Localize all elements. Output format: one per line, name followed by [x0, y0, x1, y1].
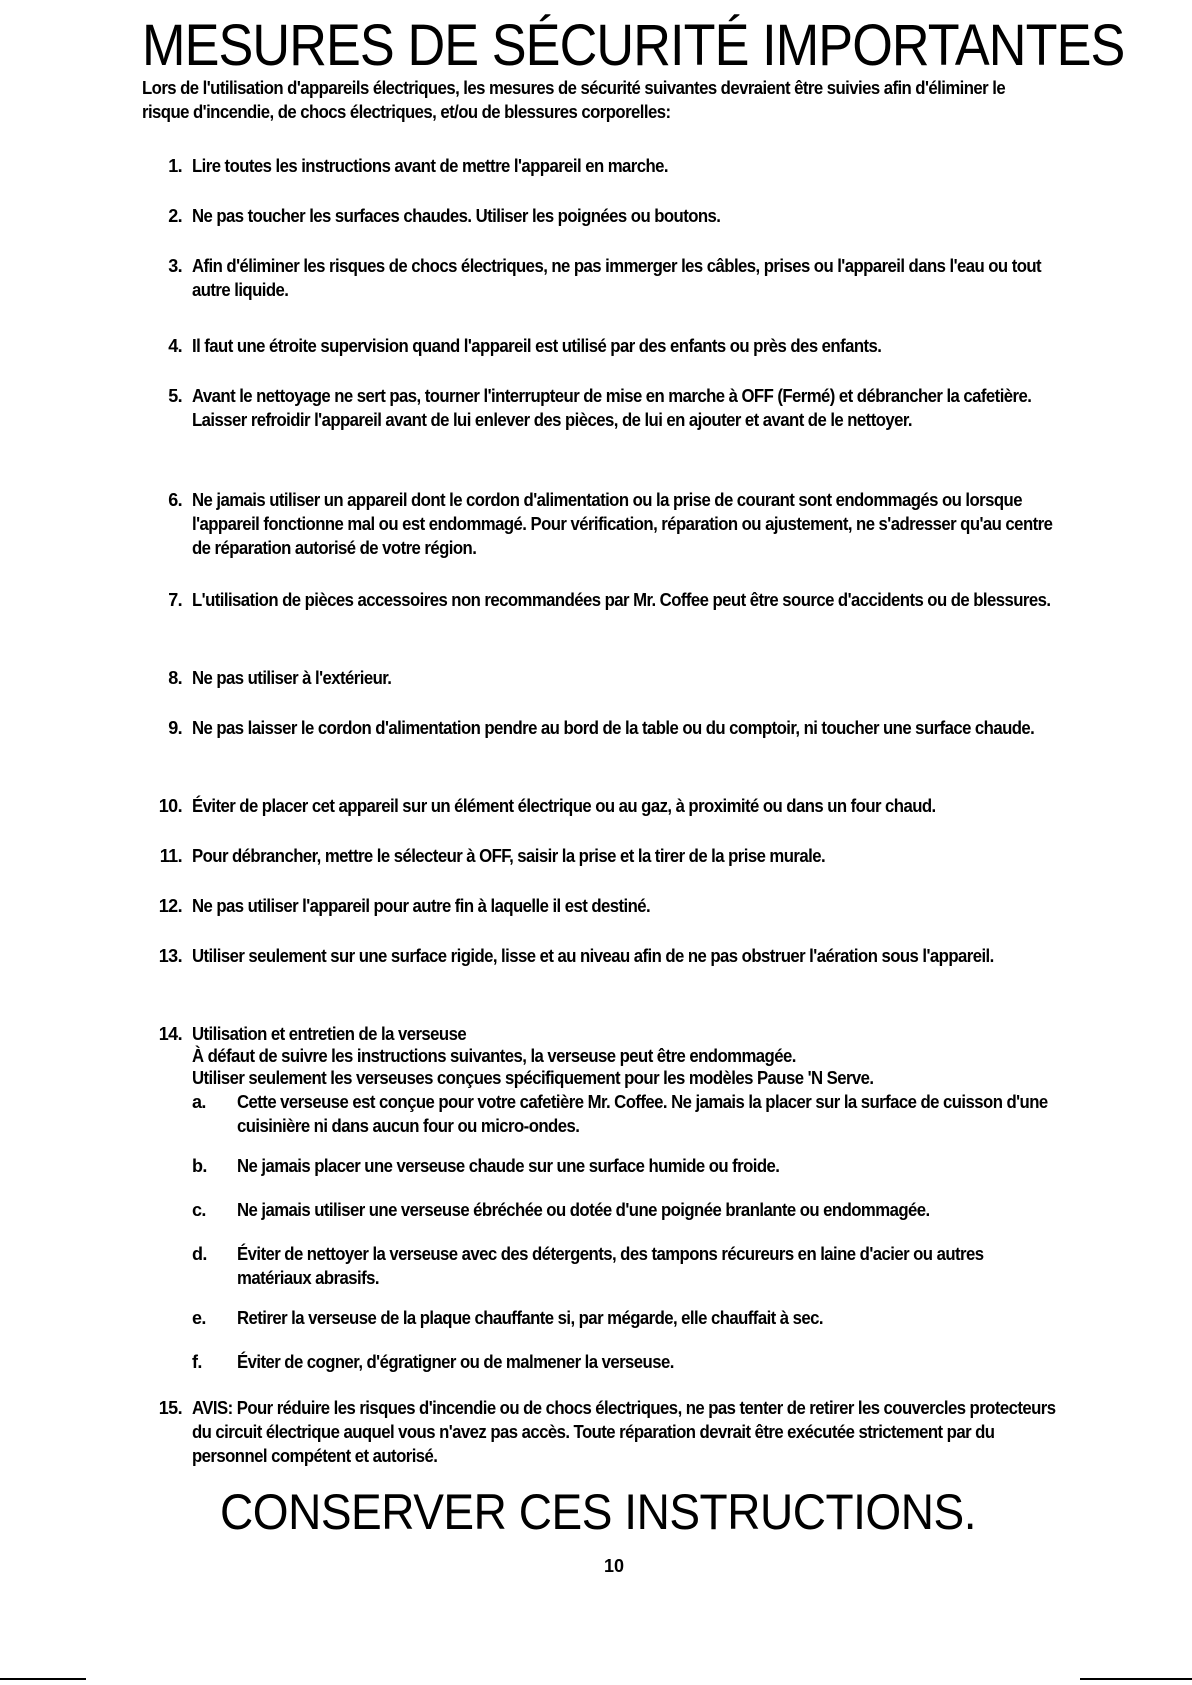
sub-letter: b.	[192, 1156, 207, 1176]
scan-edge-mark	[0, 1678, 86, 1680]
item14-line: À défaut de suivre les instructions suivantes, la verseuse peut être endommagée.	[192, 1046, 796, 1066]
sub-text: Retirer la verseuse de la plaque chauffante si, par mégarde, elle chauffait à sec.	[237, 1308, 823, 1328]
item-number: 12.	[158, 896, 182, 916]
item-number: 7.	[168, 590, 182, 610]
item-number: 5.	[168, 386, 182, 406]
item-text: Éviter de placer cet appareil sur un élément électrique ou au gaz, à proximité ou dans un four chaud.	[192, 796, 936, 816]
item-number: 10.	[158, 796, 182, 816]
item-text: AVIS: Pour réduire les risques d'incendie ou de chocs électriques, ne pas tenter de retirer les couvercles protecteurs du circuit électrique auquel vous n'avez pas accès. Toute réparation devrait être exécutée strictement par du personnel compétent et autorisé.	[192, 1398, 1056, 1466]
footer-heading: CONSERVER CES INSTRUCTIONS.	[220, 1484, 977, 1540]
sub-letter: e.	[192, 1308, 206, 1328]
page-number: 10	[604, 1556, 625, 1576]
item-text: Ne pas laisser le cordon d'alimentation pendre au bord de la table ou du comptoir, ni toucher une surface chaude.	[192, 718, 1035, 738]
item-text: Il faut une étroite supervision quand l'appareil est utilisé par des enfants ou près des enfants.	[192, 336, 882, 356]
item-text: Utilisation et entretien de la verseuse	[192, 1024, 467, 1044]
item-text: Ne jamais utiliser un appareil dont le cordon d'alimentation ou la prise de courant sont endommagés ou lorsque l'appareil fonctionne mal ou est endommagé. Pour vérification, réparation ou ajustement, ne s'adresser qu'au centre de réparation autorisé de votre région.	[192, 490, 1053, 558]
item-text: Pour débrancher, mettre le sélecteur à OFF, saisir la prise et la tirer de la prise murale.	[192, 846, 826, 866]
sub-text: Ne jamais utiliser une verseuse ébréchée ou dotée d'une poignée branlante ou endommagée.	[237, 1200, 930, 1220]
item-number: 6.	[168, 490, 182, 510]
item-text: Utiliser seulement sur une surface rigide, lisse et au niveau afin de ne pas obstruer l'aération sous l'appareil.	[192, 946, 994, 966]
item-number: 1.	[168, 156, 182, 176]
item-text: Ne pas utiliser à l'extérieur.	[192, 668, 392, 688]
item14-line: Utiliser seulement les verseuses conçues spécifiquement pour les modèles Pause 'N Serve.	[192, 1068, 874, 1088]
item-number: 13.	[158, 946, 182, 966]
sub-text: Cette verseuse est conçue pour votre cafetière Mr. Coffee. Ne jamais la placer sur la surface de cuisson d'une cuisinière ni dans aucun four ou micro-ondes.	[237, 1092, 1048, 1136]
sub-letter: d.	[192, 1244, 207, 1264]
sub-letter: f.	[192, 1352, 202, 1372]
sub-text: Ne jamais placer une verseuse chaude sur une surface humide ou froide.	[237, 1156, 780, 1176]
intro-paragraph: Lors de l'utilisation d'appareils électriques, les mesures de sécurité suivantes devraient être suivies afin d'éliminer le risque d'incendie, de chocs électriques, et/ou de blessures corporelles:	[142, 78, 1006, 122]
item-text: Ne pas toucher les surfaces chaudes. Utiliser les poignées ou boutons.	[192, 206, 721, 226]
item-number: 14.	[158, 1024, 182, 1044]
sub-letter: a.	[192, 1092, 206, 1112]
item-number: 9.	[168, 718, 182, 738]
scan-edge-mark	[1080, 1678, 1192, 1680]
item-number: 3.	[168, 256, 182, 276]
item-number: 4.	[168, 336, 182, 356]
sub-text: Éviter de nettoyer la verseuse avec des détergents, des tampons récureurs en laine d'acier ou autres matériaux abrasifs.	[237, 1244, 984, 1288]
page-title: MESURES DE SÉCURITÉ IMPORTANTES	[142, 13, 1125, 78]
item-text: Avant le nettoyage ne sert pas, tourner l'interrupteur de mise en marche à OFF (Fermé) et débrancher la cafetière. Laisser refroidir l'appareil avant de lui enlever des pièces, de lui en ajouter et avant de le nettoyer.	[192, 386, 1032, 430]
sub-text: Éviter de cogner, d'égratigner ou de malmener la verseuse.	[237, 1352, 674, 1372]
item-text: Lire toutes les instructions avant de mettre l'appareil en marche.	[192, 156, 669, 176]
item-text: Ne pas utiliser l'appareil pour autre fin à laquelle il est destiné.	[192, 896, 651, 916]
item-number: 2.	[168, 206, 182, 226]
sub-letter: c.	[192, 1200, 206, 1220]
item-text: L'utilisation de pièces accessoires non recommandées par Mr. Coffee peut être source d'accidents ou de blessures.	[192, 590, 1051, 610]
item-number: 8.	[168, 668, 182, 688]
item-number: 11.	[159, 846, 182, 866]
item-text: Afin d'éliminer les risques de chocs électriques, ne pas immerger les câbles, prises ou l'appareil dans l'eau ou tout autre liquide.	[192, 256, 1042, 300]
item-number: 15.	[158, 1398, 182, 1418]
